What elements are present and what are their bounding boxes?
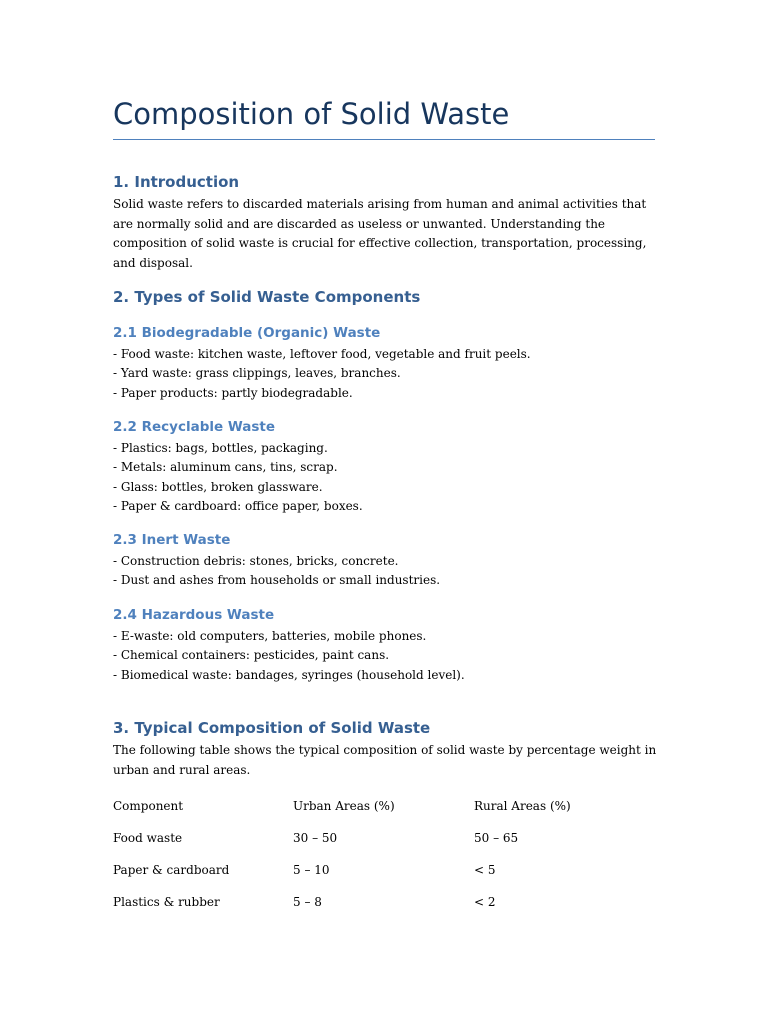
list-item: - E-waste: old computers, batteries, mobile phones. [113,629,427,643]
column-header-rural: Rural Areas (%) [474,799,571,813]
table-cell-component: Food waste [113,831,183,845]
recyclable-list [113,439,363,516]
document-title: Composition of Solid Waste [113,97,510,131]
subsection-heading-hazardous: 2.4 Hazardous Waste [113,607,275,623]
inert-list [113,552,440,591]
table-row [113,854,655,886]
list-item: - Paper products: partly biodegradable. [113,385,353,400]
table-header-row [113,790,655,822]
table-cell-rural: 50 – 65 [474,831,519,845]
table-row [113,822,655,854]
subsection-heading-recyclable: 2.2 Recyclable Waste [113,419,276,435]
title-underline-divider [113,139,655,140]
list-item: - Biomedical waste: bandages, syringes (household level). [113,667,465,682]
subsection-heading-inert: 2.3 Inert Waste [113,532,231,548]
list-item: - Dust and ashes from households or small industries. [113,573,441,588]
biodegradable-list [113,345,531,403]
list-item: - Paper & cardboard: office paper, boxes. [113,498,363,513]
composition-paragraph: The following table shows the typical composition of solid waste by percentage weight in urban and rural areas. [113,743,657,777]
list-item: - Chemical containers: pesticides, paint cans. [113,648,390,663]
section-heading-introduction: 1. Introduction [113,173,240,191]
list-item: - Glass: bottles, broken glassware. [113,479,323,494]
section-heading-composition: 3. Typical Composition of Solid Waste [113,719,431,737]
table-cell-component: Plastics & rubber [113,895,220,909]
composition-table [113,790,655,918]
section-heading-types: 2. Types of Solid Waste Components [113,288,421,306]
column-header-component: Component [113,799,184,813]
table-cell-urban: 5 – 8 [293,895,322,909]
introduction-paragraph: Solid waste refers to discarded materials arising from human and animal activities that are normally solid and are discarded as useless or unwanted. Understanding the composition of solid waste is crucial for effective collection, transportation, processing, and disposal. [113,197,647,270]
column-header-urban: Urban Areas (%) [293,799,395,813]
list-item: - Yard waste: grass clippings, leaves, branches. [113,366,401,381]
table-cell-rural: < 2 [474,895,496,909]
table-cell-urban: 30 – 50 [293,831,338,845]
subsection-heading-biodegradable: 2.1 Biodegradable (Organic) Waste [113,325,381,341]
table-cell-component: Paper & cardboard [113,863,230,877]
table-cell-rural: < 5 [474,863,496,877]
list-item: - Plastics: bags, bottles, packaging. [113,441,328,455]
list-item: - Food waste: kitchen waste, leftover food, vegetable and fruit peels. [113,347,531,361]
table-cell-urban: 5 – 10 [293,863,330,877]
hazardous-list [113,627,465,685]
table-row [113,886,655,918]
list-item: - Metals: aluminum cans, tins, scrap. [113,460,338,475]
list-item: - Construction debris: stones, bricks, concrete. [113,554,399,568]
